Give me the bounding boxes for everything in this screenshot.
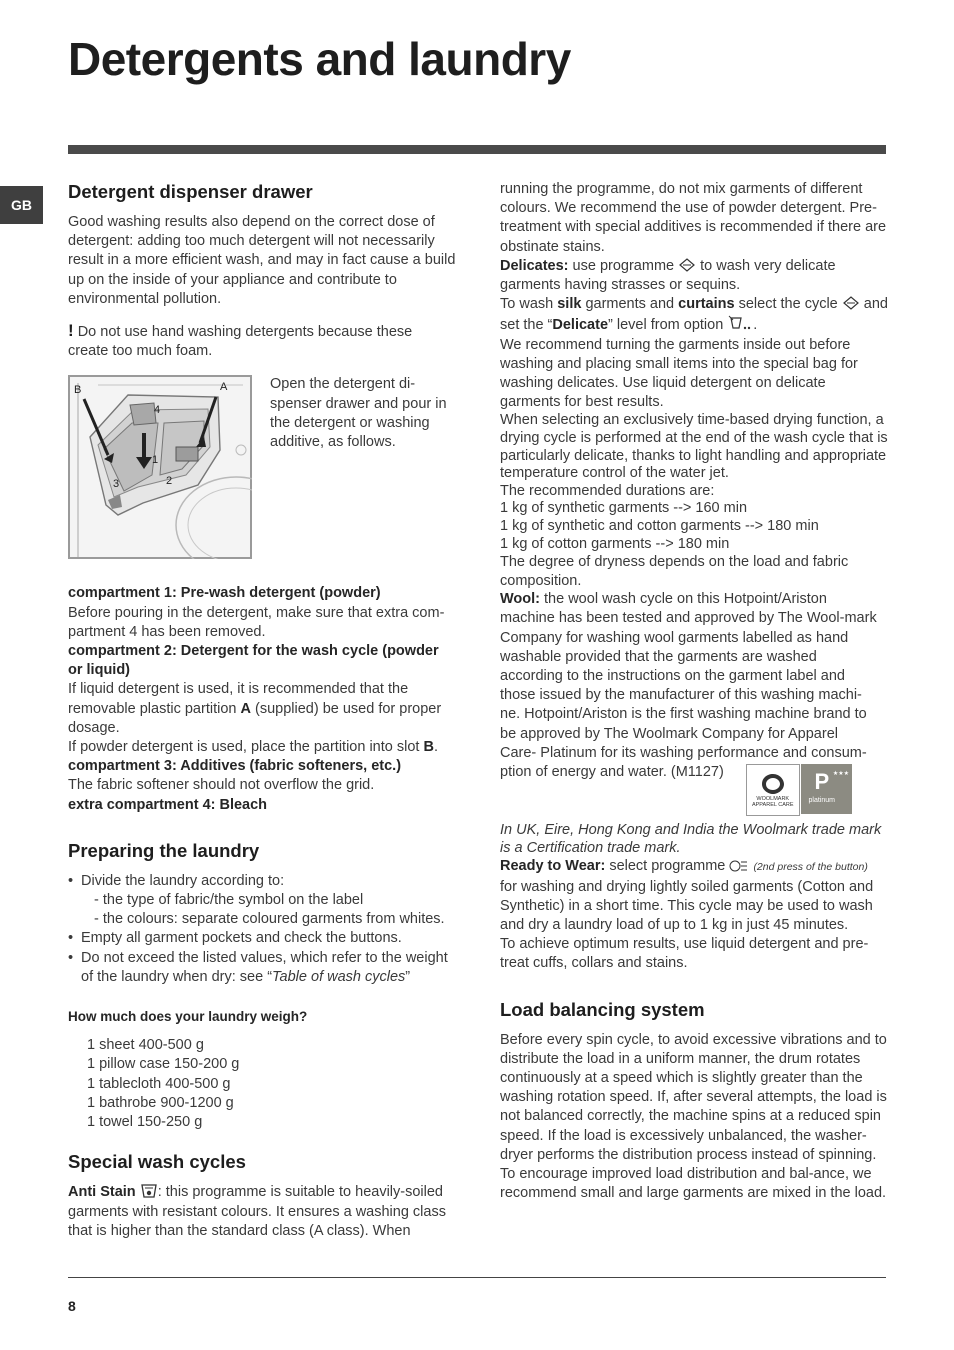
delicate-option-icon xyxy=(727,314,753,332)
figure-caption: Open the detergent di-spenser drawer and pour in the detergent or washing additive, as follows. xyxy=(270,376,447,451)
warning-text: Do not use hand washing detergents because these create too much foam. xyxy=(68,324,413,360)
language-tab: GB xyxy=(0,186,43,224)
platinum-logo: ★★★ P platinum xyxy=(801,764,853,814)
compartment-1-text: Before pouring in the detergent, make sure that extra com-partment 4 has been removed. xyxy=(68,604,445,640)
label-2: 2 xyxy=(166,475,173,488)
compartment-2-text-liquid: If liquid detergent is used, it is recommended that the removable plastic partition A (supplied) be used for proper dosage. xyxy=(68,681,442,736)
ready-to-wear-text: for washing and drying lightly soiled garments (Cotton and Synthetic) in a short time. This cycle may be used to wash and dry a laundry load of up to 1 kg in just 45 minutes. xyxy=(500,878,874,934)
label-1: 1 xyxy=(152,454,159,467)
recommend-paragraph: We recommend turning the garments inside out before washing and placing small items into the special bag for washing delicates. Use liquid detergent on delicate garments for best results. xyxy=(500,336,858,411)
page-number: 8 xyxy=(68,1298,76,1314)
silk-cycle-icon xyxy=(842,295,860,311)
footer-rule xyxy=(68,1277,886,1278)
compartment-3-title: compartment 3: Additives (fabric softeners, etc.) xyxy=(68,758,402,775)
label-b: B xyxy=(74,384,82,397)
trademark-note: In UK, Eire, Hong Kong and India the Woolmark trade mark is a Certification trade mark. xyxy=(500,822,882,856)
preparing-list xyxy=(68,872,456,987)
ready-to-wear-icon xyxy=(729,859,749,873)
weigh-heading: How much does your laundry weigh? xyxy=(68,1009,308,1025)
anti-stain-continued: running the programme, do not mix garments of different colours. We recommend the use of powder detergent. Pre-treatment with special additives is recommended if there are obstinate stains. xyxy=(500,181,887,255)
list-item: 1 kg of synthetic garments --> 160 min xyxy=(500,500,748,517)
woolmark-icon xyxy=(760,772,786,796)
certification-logos xyxy=(746,764,852,816)
detergent-drawer-illustration xyxy=(68,375,252,559)
compartment-2-title: compartment 2: Detergent for the wash cycle (powder or liquid) xyxy=(68,643,439,679)
star-rating: ★★★ xyxy=(832,771,849,777)
dispenser-intro: Good washing results also depend on the correct dose of detergent: adding too much detergent will not necessarily result in a more efficient wash, and may in fact cause a build up on the inside of your appliance and contribute to environmental pollution. xyxy=(68,214,456,307)
list-item: 1 sheet 400-500 g xyxy=(87,1037,204,1054)
wool-paragraph: Wool: the wool wash cycle on this Hotpoint/Ariston machine has been tested and approved by The Wool-mark Company for washing wool garments labelled as hand washable provided that the garments are washed according to the instructions on the garment label and those issued by the manufacturer of this washing machi-ne. Hotpoint/Ariston is the first washing machine brand to be approved by The Woolmark Company for Apparel Care- Platinum for its washing performance and consum-ption of energy and water. (M1127) xyxy=(500,591,877,781)
label-a: A xyxy=(220,381,228,394)
balancing-heading: Load balancing system xyxy=(500,998,705,1020)
list-item: 1 bathrobe 900-1200 g xyxy=(87,1094,234,1111)
list-item: • Divide the laundry according to: - the type of fabric/the symbol on the label - the colours: separate coloured garments from whites. xyxy=(68,872,456,930)
ready-to-wear-tip: To achieve optimum results, use liquid detergent and pre-treat cuffs, collars and stains. xyxy=(500,936,869,972)
anti-stain-paragraph: Anti Stain : this programme is suitable to heavily-soiled garments with resistant colours. It ensures a washing class that is higher than the standard class (A class). When xyxy=(68,1184,446,1239)
right-column xyxy=(500,180,888,1203)
compartment-2-text-powder: If powder detergent is used, place the partition into slot B. xyxy=(68,739,438,756)
list-item: 1 kg of cotton garments --> 180 min xyxy=(500,535,730,552)
special-heading: Special wash cycles xyxy=(68,1151,246,1173)
page-title: Detergents and laundry xyxy=(68,33,571,85)
delicates-paragraph: Delicates: use programme to wash very delicate garments having strasses or sequins. xyxy=(500,257,836,294)
left-column xyxy=(68,180,456,1241)
list-item: • Do not exceed the listed values, which refer to the weight of the laundry when dry: see “Table of wash cycles” xyxy=(68,949,456,987)
preparing-heading: Preparing the laundry xyxy=(68,839,260,861)
dispenser-warning xyxy=(68,321,456,361)
durations-intro: The recommended durations are: xyxy=(500,482,715,499)
warning-icon: ! xyxy=(68,321,74,341)
compartment-1-title: compartment 1: Pre-wash detergent (powder) xyxy=(68,585,381,602)
list-item: 1 pillow case 150-200 g xyxy=(87,1056,240,1073)
dispenser-heading: Detergent dispenser drawer xyxy=(68,181,313,202)
weights-list xyxy=(68,1036,456,1132)
list-item: 1 towel 150-250 g xyxy=(87,1114,203,1131)
silk-paragraph: To wash silk garments and curtains select the cycle and set the “Delicate” level from option . xyxy=(500,296,888,334)
label-3: 3 xyxy=(113,478,120,491)
header-rule xyxy=(68,145,886,154)
label-4: 4 xyxy=(154,404,161,417)
compartments xyxy=(68,584,456,814)
delicates-icon xyxy=(678,257,696,273)
woolmark-logo: WOOLMARK APPAREL CARE xyxy=(746,764,800,816)
drying-paragraph: When selecting an exclusively time-based drying function, a drying cycle is performed at the end of the wash cycle that is particularly delicate, thanks to light handling and appropriate temperature control of the water jet. xyxy=(500,412,888,482)
compartment-3-text: The fabric softener should not overflow the grid. xyxy=(68,777,375,794)
list-item: 1 kg of synthetic and cotton garments --> 180 min xyxy=(500,518,819,534)
list-item: 1 tablecloth 400-500 g xyxy=(87,1075,231,1092)
dryness-paragraph: The degree of dryness depends on the load and fabric composition. xyxy=(500,554,849,589)
list-item: • Empty all garment pockets and check the buttons. xyxy=(68,929,456,948)
compartment-4-title: extra compartment 4: Bleach xyxy=(68,796,268,813)
dispenser-figure-row xyxy=(68,375,456,559)
anti-stain-icon xyxy=(140,1183,158,1199)
ready-to-wear-line: Ready to Wear: select programme (2nd press of the button) xyxy=(500,858,868,875)
balancing-text: Before every spin cycle, to avoid excessive vibrations and to distribute the load in a uniform manner, the drum rotates continuously at a speed which is slightly greater than the washing rotation speed. If, after several attempts, the load is not balanced correctly, the machine spins at a reduced spin speed. If the load is excessively unbalanced, the washer-dryer performs the distribution process instead of spinning. To encourage improved load distribution and bal-ance, we recommend small and large garments are mixed in the load. xyxy=(500,1031,887,1202)
